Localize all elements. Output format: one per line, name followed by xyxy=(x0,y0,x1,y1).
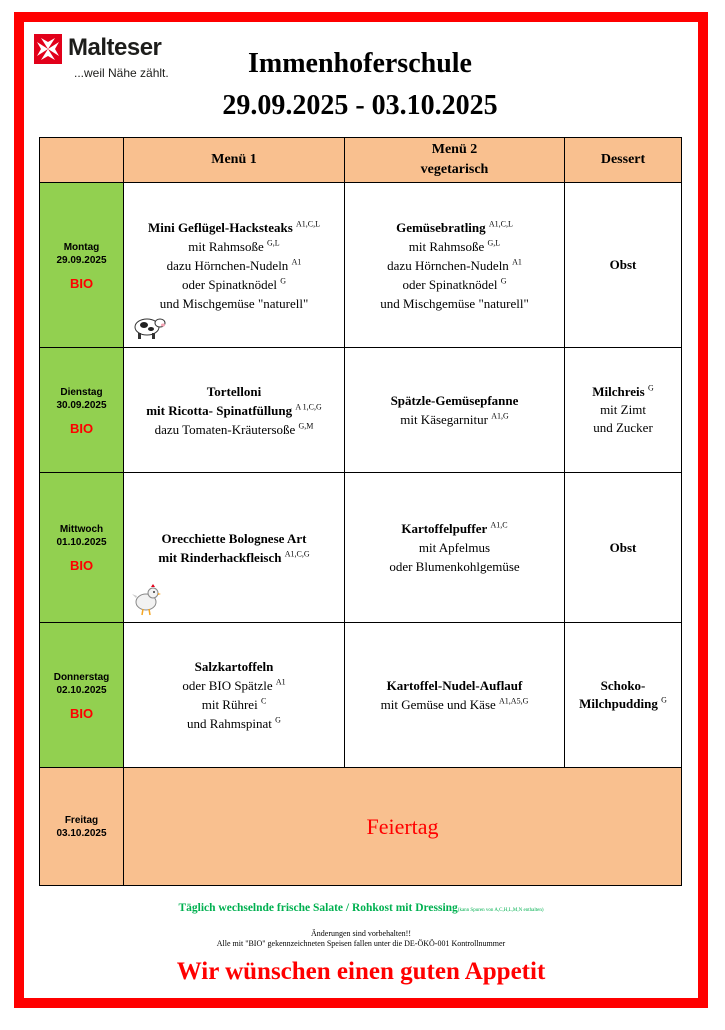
dish-text: Milchpudding xyxy=(579,696,658,711)
day-name: Dienstag xyxy=(60,386,103,398)
dish-text: oder Blumenkohlgemüse xyxy=(389,559,520,574)
allergen-codes: A1,C,L xyxy=(296,219,321,229)
day-date: 02.10.2025 xyxy=(56,684,107,696)
day-row xyxy=(40,183,682,348)
dish-text: dazu Hörnchen-Nudeln xyxy=(387,257,509,273)
salad-allergens: (kann Spuren von A,C,H,L,M,N enthalten) xyxy=(457,908,544,913)
dish-text: mit Rahmsoße xyxy=(408,238,485,254)
allergen-codes: A1,A5,G xyxy=(499,696,529,706)
allergen-codes: G xyxy=(661,695,667,705)
dish-line xyxy=(565,695,681,713)
holiday-cell: Feiertag xyxy=(124,768,682,886)
dish-text: und Mischgemüse "naturell" xyxy=(380,295,529,311)
dish-line xyxy=(345,391,564,410)
day-name: Donnerstag xyxy=(53,671,110,683)
dish-text: Kartoffelpuffer xyxy=(401,521,488,536)
dish-text: Orecchiette Bolognese Art xyxy=(161,530,307,546)
dish-text: mit Rahmsoße xyxy=(188,238,264,254)
day-cell xyxy=(40,348,124,473)
salad-note xyxy=(24,902,698,914)
dish-text: dazu Hörnchen-Nudeln xyxy=(166,257,289,273)
dish-text: mit Gemüse und Käse xyxy=(380,697,496,712)
dish-line xyxy=(345,695,564,714)
allergen-codes: A1 xyxy=(291,257,302,267)
day-cell-friday xyxy=(40,768,124,886)
day-name: Montag xyxy=(63,241,100,253)
dish-line xyxy=(345,519,564,538)
dessert-cell xyxy=(565,473,682,623)
dish-text: Obst xyxy=(609,257,637,272)
dish-line xyxy=(124,676,344,695)
dish-text: dazu Tomaten-Kräutersoße xyxy=(154,421,296,437)
dish-text: Milchreis xyxy=(592,384,645,399)
menu2-cell xyxy=(345,473,565,623)
allergen-codes: G xyxy=(280,276,286,286)
dish-text: Obst xyxy=(609,539,637,555)
dish-line xyxy=(565,256,681,274)
dish-line xyxy=(345,237,564,256)
logo-tagline: ...weil Nähe zählt. xyxy=(74,66,169,80)
dish-text: oder Spinatknödel xyxy=(182,276,277,292)
dish-text: und Zucker xyxy=(593,420,653,435)
allergen-codes: G xyxy=(647,383,654,393)
dish-text: Spätzle-Gemüsepfanne xyxy=(390,393,519,408)
dessert-cell xyxy=(565,348,682,473)
dish-text: mit Ricotta- Spinatfüllung xyxy=(146,402,293,418)
week-dates: 29.09.2025 - 03.10.2025 xyxy=(222,90,498,121)
dish-text: mit Rührei xyxy=(201,697,258,712)
menu1-cell xyxy=(124,348,345,473)
dish-line xyxy=(124,237,344,256)
malteser-logo xyxy=(34,34,174,84)
header-row xyxy=(40,138,682,183)
dish-line xyxy=(345,557,564,576)
allergen-codes: A1,C,G xyxy=(284,549,310,559)
dish-line xyxy=(124,275,344,294)
dish-line xyxy=(124,294,344,313)
friday-row xyxy=(40,768,682,886)
menu2-cell xyxy=(345,183,565,348)
allergen-codes: A1 xyxy=(275,677,286,687)
allergen-codes: A1 xyxy=(512,257,522,267)
dish-line xyxy=(124,256,344,275)
allergen-codes: G,L xyxy=(487,238,501,248)
bio-control-note: Alle mit "BIO" gekennzeichneten Speisen fallen unter die DE-ÖKÖ-001 Kontrollnummer xyxy=(216,939,506,948)
day-row xyxy=(40,348,682,473)
allergen-codes: A1,C,L xyxy=(488,219,513,229)
dish-line xyxy=(124,657,344,676)
day-date: 03.10.2025 xyxy=(56,827,107,839)
allergen-codes: G,M xyxy=(298,421,314,431)
dish-line xyxy=(565,383,681,401)
dish-text: Schoko- xyxy=(600,678,646,693)
menu1-cell xyxy=(124,623,345,768)
malteser-cross-icon xyxy=(34,34,62,64)
changes-note: Änderungen sind vorbehalten!! xyxy=(311,929,411,938)
day-row xyxy=(40,623,682,768)
allergen-codes: A 1,C,G xyxy=(295,402,322,412)
dish-text: mit Käsegarnitur xyxy=(400,412,488,427)
dish-line xyxy=(124,529,344,548)
header-empty xyxy=(40,138,124,183)
dish-line xyxy=(345,256,564,275)
dish-line xyxy=(345,676,564,695)
day-cell xyxy=(40,183,124,348)
allergen-codes: A1,C xyxy=(490,520,508,530)
allergen-codes: G xyxy=(275,715,281,725)
dish-text: Mini Geflügel-Hacksteaks xyxy=(147,219,293,235)
day-name: Mittwoch xyxy=(59,524,104,535)
dish-text: mit Rinderhackfleisch xyxy=(158,549,282,565)
header-dessert: Dessert xyxy=(565,138,682,183)
dish-text: mit Apfelmus xyxy=(418,540,491,555)
day-date: 01.10.2025 xyxy=(56,537,107,548)
header-menu2 xyxy=(345,138,565,183)
dish-text: oder Spinatknödel xyxy=(402,276,498,292)
bio-label: BIO xyxy=(69,558,94,573)
dish-text: Gemüsebratling xyxy=(396,219,486,235)
menu2-cell xyxy=(345,348,565,473)
dish-line xyxy=(124,218,344,237)
bio-label: BIO xyxy=(69,275,94,291)
dish-line xyxy=(565,539,681,557)
day-row xyxy=(40,473,682,623)
allergen-codes: G xyxy=(500,276,507,286)
dish-line xyxy=(565,401,681,419)
cow-icon xyxy=(132,313,166,341)
dish-line xyxy=(124,401,344,420)
dish-text: Kartoffel-Nudel-Auflauf xyxy=(386,678,523,693)
dish-line xyxy=(345,294,564,313)
allergen-codes: G,L xyxy=(267,238,280,248)
day-date: 29.09.2025 xyxy=(56,254,107,266)
dish-line xyxy=(124,695,344,714)
dish-text: und Mischgemüse "naturell" xyxy=(159,295,309,311)
appetite-wish: Wir wünschen einen guten Appetit xyxy=(176,958,546,985)
dessert-cell xyxy=(565,183,682,348)
salad-text: Täglich wechselnde frische Salate / Rohkost mit Dressing xyxy=(178,902,458,914)
day-name: Freitag xyxy=(64,814,99,826)
dish-text: oder BIO Spätzle xyxy=(182,678,273,693)
dish-line xyxy=(345,218,564,237)
header-menu2-subtitle: vegetarisch xyxy=(420,162,489,177)
dish-line xyxy=(345,410,564,429)
dish-line xyxy=(124,714,344,733)
school-title: Immenhoferschule xyxy=(248,48,472,79)
day-cell xyxy=(40,473,124,623)
dessert-cell xyxy=(565,623,682,768)
dish-line xyxy=(124,420,344,439)
dish-line xyxy=(345,538,564,557)
logo-name: Malteser xyxy=(68,34,162,61)
menu-table xyxy=(39,137,682,886)
dish-text: Salzkartoffeln xyxy=(194,659,274,674)
bio-label: BIO xyxy=(69,705,94,721)
day-date: 30.09.2025 xyxy=(56,399,107,411)
dish-text: mit Zimt xyxy=(600,402,646,417)
dish-line xyxy=(124,548,344,567)
bio-label: BIO xyxy=(69,420,94,436)
allergen-codes: C xyxy=(260,696,267,706)
allergen-codes: A1,G xyxy=(491,411,509,421)
dish-line xyxy=(124,382,344,401)
dish-text: und Rahmspinat xyxy=(187,716,272,731)
menu2-cell xyxy=(345,623,565,768)
menu1-cell xyxy=(124,183,345,348)
dish-line xyxy=(345,275,564,294)
dish-line xyxy=(565,677,681,695)
header-menu1: Menü 1 xyxy=(124,138,345,183)
header-menu2-title: Menü 2 xyxy=(431,142,478,157)
dish-line xyxy=(565,419,681,437)
day-cell xyxy=(40,623,124,768)
menu1-cell xyxy=(124,473,345,623)
dish-text: Tortelloni xyxy=(206,383,262,399)
chicken-icon xyxy=(132,584,162,616)
